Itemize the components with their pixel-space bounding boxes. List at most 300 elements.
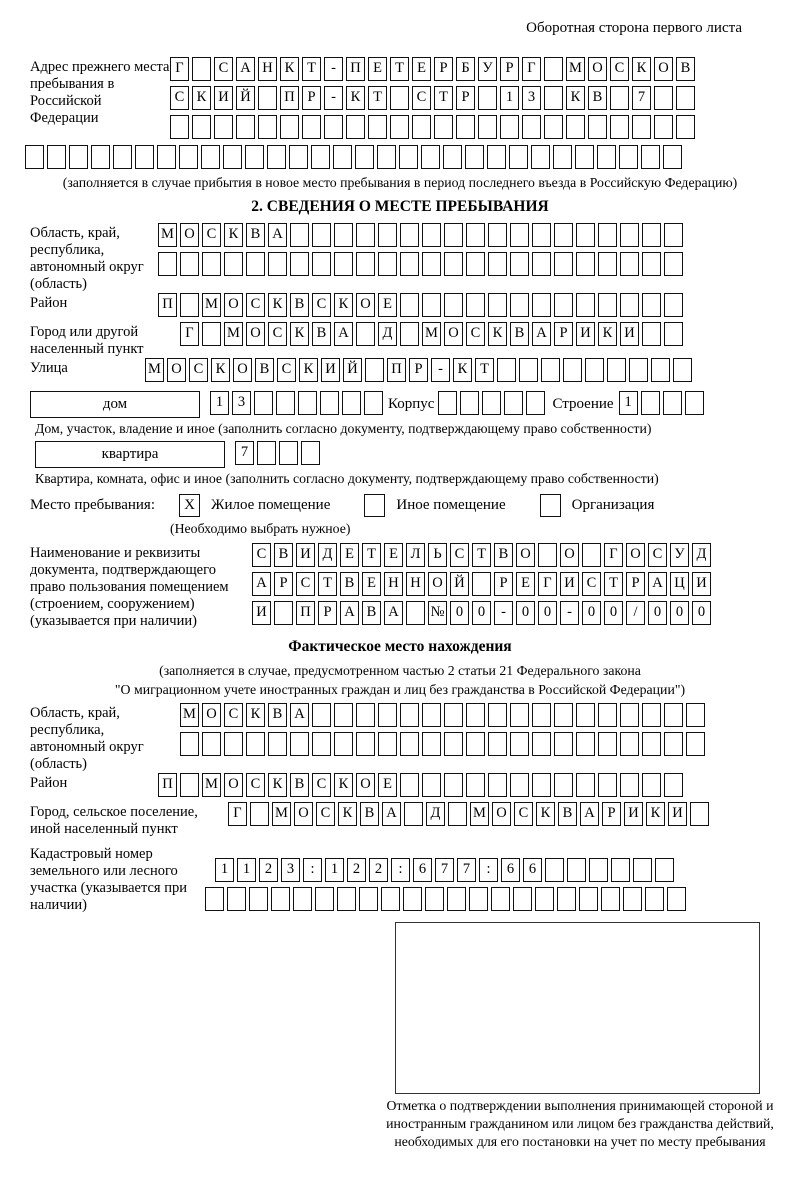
char-cell xyxy=(664,223,683,247)
char-cell xyxy=(554,252,573,276)
kadastr-label: Кадастровый номер земельного или лесного участка (указывается при наличии) xyxy=(30,846,187,913)
char-cell xyxy=(250,802,269,826)
char-cell: Й xyxy=(343,358,362,382)
char-cell xyxy=(280,115,299,139)
char-cell: Т xyxy=(475,358,494,382)
char-cell: О xyxy=(560,543,579,567)
char-cell xyxy=(180,293,199,317)
char-cell: К xyxy=(224,223,243,247)
page-header: Оборотная сторона первого листа xyxy=(526,20,742,36)
char-cell: Е xyxy=(384,543,403,567)
char-cell: М xyxy=(470,802,489,826)
char-cell: Е xyxy=(378,293,397,317)
char-cell xyxy=(654,115,673,139)
char-cell xyxy=(510,773,529,797)
char-cell: : xyxy=(391,858,410,882)
char-cell: С xyxy=(170,86,189,110)
char-cell xyxy=(554,223,573,247)
char-cell xyxy=(342,391,361,415)
char-cell xyxy=(607,358,626,382)
char-cell: О xyxy=(588,57,607,81)
char-cell: В xyxy=(510,322,529,346)
char-cell: 0 xyxy=(516,601,535,625)
char-cell xyxy=(377,145,396,169)
char-cell: : xyxy=(479,858,498,882)
char-cell: С xyxy=(610,57,629,81)
char-cell xyxy=(554,732,573,756)
char-cell: Р xyxy=(602,802,621,826)
char-cell xyxy=(312,252,331,276)
char-cell xyxy=(192,115,211,139)
kadastr-row-2 xyxy=(205,887,689,913)
char-cell xyxy=(400,703,419,727)
option-inoe-label: Иное помещение xyxy=(396,497,506,513)
char-cell: 2 xyxy=(347,858,366,882)
char-cell xyxy=(320,391,339,415)
char-cell: 1 xyxy=(210,391,229,415)
raion-label: Район xyxy=(30,295,68,311)
char-cell xyxy=(257,441,276,465)
char-cell: - xyxy=(324,86,343,110)
char-cell xyxy=(488,732,507,756)
char-cell xyxy=(482,391,501,415)
char-cell xyxy=(180,252,199,276)
char-cell xyxy=(532,223,551,247)
char-cell xyxy=(205,887,224,911)
char-cell: 2 xyxy=(369,858,388,882)
char-cell xyxy=(202,252,221,276)
char-cell xyxy=(642,223,661,247)
char-cell xyxy=(356,322,375,346)
char-cell: С xyxy=(582,572,601,596)
char-cell: К xyxy=(280,57,299,81)
char-cell xyxy=(642,293,661,317)
char-cell xyxy=(690,802,709,826)
char-cell: Г xyxy=(522,57,541,81)
char-cell: С xyxy=(412,86,431,110)
char-cell: К xyxy=(536,802,555,826)
char-cell xyxy=(610,86,629,110)
fact-raion-label: Район xyxy=(30,775,68,791)
dom-box: дом xyxy=(30,391,200,418)
char-cell: О xyxy=(444,322,463,346)
char-cell xyxy=(641,145,660,169)
char-cell xyxy=(223,145,242,169)
char-cell: О xyxy=(233,358,252,382)
char-cell xyxy=(214,115,233,139)
char-cell: К xyxy=(246,703,265,727)
char-cell xyxy=(246,252,265,276)
char-cell xyxy=(620,293,639,317)
char-cell xyxy=(301,441,320,465)
char-cell xyxy=(355,145,374,169)
char-cell xyxy=(513,887,532,911)
char-cell xyxy=(158,252,177,276)
char-cell xyxy=(642,732,661,756)
char-cell: О xyxy=(246,322,265,346)
char-cell xyxy=(334,703,353,727)
char-cell xyxy=(400,322,419,346)
char-cell xyxy=(576,773,595,797)
char-cell: Т xyxy=(318,572,337,596)
char-cell: М xyxy=(202,773,221,797)
char-cell: П xyxy=(387,358,406,382)
document-row-2 xyxy=(252,572,714,598)
fact-title: Фактическое место нахождения xyxy=(288,638,512,655)
char-cell: 0 xyxy=(582,601,601,625)
char-cell xyxy=(544,115,563,139)
char-cell: В xyxy=(246,223,265,247)
char-cell: О xyxy=(180,223,199,247)
char-cell xyxy=(642,252,661,276)
char-cell xyxy=(356,703,375,727)
char-cell xyxy=(422,252,441,276)
char-cell: : xyxy=(303,858,322,882)
char-cell xyxy=(651,358,670,382)
char-cell xyxy=(434,115,453,139)
char-cell: О xyxy=(428,572,447,596)
char-cell: А xyxy=(384,601,403,625)
char-cell: М xyxy=(180,703,199,727)
char-cell: П xyxy=(280,86,299,110)
char-cell: А xyxy=(236,57,255,81)
char-cell xyxy=(663,391,682,415)
char-cell: К xyxy=(290,322,309,346)
char-cell: У xyxy=(478,57,497,81)
char-cell xyxy=(532,732,551,756)
char-cell xyxy=(399,145,418,169)
prev-address-row-2 xyxy=(170,86,698,112)
char-cell: 0 xyxy=(692,601,711,625)
char-cell: С xyxy=(202,223,221,247)
char-cell xyxy=(497,358,516,382)
mesto-prebyvaniya-row xyxy=(30,493,770,518)
char-cell: В xyxy=(494,543,513,567)
char-cell xyxy=(620,773,639,797)
char-cell xyxy=(588,115,607,139)
char-cell: Т xyxy=(390,57,409,81)
char-cell xyxy=(390,86,409,110)
char-cell xyxy=(258,115,277,139)
char-cell xyxy=(554,773,573,797)
char-cell xyxy=(488,223,507,247)
char-cell xyxy=(135,145,154,169)
char-cell xyxy=(157,145,176,169)
char-cell: Б xyxy=(456,57,475,81)
char-cell: К xyxy=(299,358,318,382)
char-cell xyxy=(598,293,617,317)
char-cell: И xyxy=(252,601,271,625)
char-cell xyxy=(466,732,485,756)
char-cell: 3 xyxy=(281,858,300,882)
char-cell xyxy=(576,252,595,276)
char-cell xyxy=(598,223,617,247)
char-cell xyxy=(576,223,595,247)
char-cell xyxy=(472,572,491,596)
char-cell: С xyxy=(450,543,469,567)
char-cell xyxy=(192,57,211,81)
char-cell: С xyxy=(316,802,335,826)
char-cell xyxy=(356,732,375,756)
char-cell: К xyxy=(268,293,287,317)
char-cell xyxy=(664,293,683,317)
char-cell xyxy=(557,887,576,911)
kvartira-box: квартира xyxy=(35,441,225,468)
char-cell: 7 xyxy=(632,86,651,110)
char-cell xyxy=(254,391,273,415)
char-cell: 7 xyxy=(435,858,454,882)
char-cell xyxy=(47,145,66,169)
char-cell xyxy=(610,115,629,139)
char-cell: Т xyxy=(368,86,387,110)
gorod-row xyxy=(180,322,686,348)
char-cell: Т xyxy=(434,86,453,110)
char-cell xyxy=(538,543,557,567)
char-cell: Р xyxy=(302,86,321,110)
option-organizatsiya-label: Организация xyxy=(571,497,655,513)
char-cell: А xyxy=(340,601,359,625)
char-cell xyxy=(488,293,507,317)
kvartira-cells xyxy=(235,441,323,467)
char-cell xyxy=(443,145,462,169)
char-cell xyxy=(645,887,664,911)
char-cell xyxy=(686,732,705,756)
char-cell xyxy=(620,223,639,247)
char-cell: Й xyxy=(450,572,469,596)
char-cell: О xyxy=(492,802,511,826)
stamp-note: Отметка о подтверждении выполнения принимающей стороной и иностранным гражданином или лицом без гражданства действий, необходимых для его постановки на учет по месту пребывания xyxy=(386,1098,774,1149)
char-cell: Л xyxy=(406,543,425,567)
char-cell xyxy=(290,252,309,276)
char-cell xyxy=(466,773,485,797)
char-cell xyxy=(180,773,199,797)
prev-address-label: Адрес прежнего места пребывания в Российской Федерации xyxy=(30,59,170,126)
char-cell: П xyxy=(158,293,177,317)
char-cell: Р xyxy=(318,601,337,625)
dom-number-cells xyxy=(210,391,386,417)
korpus-label: Корпус xyxy=(388,396,435,412)
char-cell: С xyxy=(268,322,287,346)
char-cell xyxy=(412,115,431,139)
char-cell xyxy=(448,802,467,826)
char-cell: Р xyxy=(274,572,293,596)
char-cell xyxy=(633,858,652,882)
char-cell: С xyxy=(296,572,315,596)
char-cell: О xyxy=(356,773,375,797)
char-cell xyxy=(312,223,331,247)
char-cell xyxy=(444,252,463,276)
char-cell xyxy=(180,732,199,756)
char-cell: О xyxy=(224,293,243,317)
prev-address-row-3 xyxy=(170,115,698,141)
field-fact-raion xyxy=(30,773,770,802)
char-cell xyxy=(201,145,220,169)
char-cell: А xyxy=(252,572,271,596)
char-cell xyxy=(576,293,595,317)
char-cell xyxy=(563,358,582,382)
char-cell xyxy=(466,223,485,247)
checkbox-zhiloe: X xyxy=(179,494,200,517)
char-cell: Т xyxy=(604,572,623,596)
char-cell: № xyxy=(428,601,447,625)
char-cell xyxy=(629,358,648,382)
char-cell xyxy=(334,252,353,276)
char-cell xyxy=(544,86,563,110)
char-cell xyxy=(400,773,419,797)
char-cell xyxy=(170,115,189,139)
char-cell: Е xyxy=(362,572,381,596)
char-cell xyxy=(526,391,545,415)
char-cell xyxy=(324,115,343,139)
char-cell: К xyxy=(453,358,472,382)
char-cell xyxy=(249,887,268,911)
char-cell xyxy=(620,252,639,276)
char-cell xyxy=(91,145,110,169)
char-cell xyxy=(333,145,352,169)
char-cell xyxy=(444,773,463,797)
char-cell: 0 xyxy=(450,601,469,625)
char-cell xyxy=(510,252,529,276)
char-cell xyxy=(664,773,683,797)
char-cell xyxy=(532,252,551,276)
char-cell: И xyxy=(560,572,579,596)
char-cell: В xyxy=(312,322,331,346)
char-cell: И xyxy=(321,358,340,382)
char-cell: С xyxy=(224,703,243,727)
char-cell xyxy=(400,732,419,756)
char-cell xyxy=(290,223,309,247)
char-cell xyxy=(400,223,419,247)
char-cell xyxy=(519,358,538,382)
gorod-label: Город или другой населенный пункт xyxy=(30,324,144,357)
char-cell xyxy=(271,887,290,911)
fact-oblast-row-2 xyxy=(180,732,708,758)
char-cell: Р xyxy=(554,322,573,346)
field-gorod xyxy=(30,322,770,358)
char-cell xyxy=(509,145,528,169)
char-cell: 0 xyxy=(648,601,667,625)
char-cell: О xyxy=(654,57,673,81)
char-cell: И xyxy=(214,86,233,110)
stamp-area xyxy=(395,922,760,1094)
char-cell: М xyxy=(566,57,585,81)
char-cell xyxy=(246,732,265,756)
char-cell xyxy=(632,115,651,139)
char-cell xyxy=(274,601,293,625)
char-cell: Р xyxy=(626,572,645,596)
char-cell xyxy=(488,703,507,727)
mesto-note: (Необходимо выбрать нужное) xyxy=(170,521,351,536)
char-cell xyxy=(504,391,523,415)
fact-oblast-row-1 xyxy=(180,703,708,729)
char-cell: К xyxy=(346,86,365,110)
char-cell: К xyxy=(632,57,651,81)
char-cell xyxy=(422,732,441,756)
char-cell xyxy=(598,703,617,727)
char-cell xyxy=(585,358,604,382)
char-cell: Р xyxy=(500,57,519,81)
char-cell: 1 xyxy=(237,858,256,882)
char-cell xyxy=(400,252,419,276)
char-cell xyxy=(236,115,255,139)
char-cell xyxy=(654,86,673,110)
char-cell: Е xyxy=(378,773,397,797)
char-cell xyxy=(202,322,221,346)
char-cell: 0 xyxy=(538,601,557,625)
char-cell: 6 xyxy=(413,858,432,882)
fact-oblast-label: Область, край, республика, автономный округ (область) xyxy=(30,705,144,772)
char-cell xyxy=(378,732,397,756)
char-cell: Т xyxy=(362,543,381,567)
char-cell xyxy=(598,773,617,797)
char-cell: 7 xyxy=(235,441,254,465)
char-cell xyxy=(667,887,686,911)
char-cell: К xyxy=(598,322,617,346)
char-cell: П xyxy=(296,601,315,625)
char-cell: К xyxy=(334,773,353,797)
char-cell: К xyxy=(192,86,211,110)
fact-raion-row xyxy=(158,773,686,799)
fact-note-2: "О миграционном учете иностранных граждан и лиц без гражданства в Российской Федерации") xyxy=(114,682,686,697)
char-cell: Н xyxy=(384,572,403,596)
char-cell xyxy=(576,732,595,756)
char-cell: К xyxy=(334,293,353,317)
char-cell xyxy=(365,358,384,382)
stroenie-label: Строение xyxy=(552,396,614,412)
char-cell: - xyxy=(324,57,343,81)
char-cell xyxy=(510,293,529,317)
char-cell: Г xyxy=(538,572,557,596)
oblast-row-2 xyxy=(158,252,686,278)
char-cell: П xyxy=(158,773,177,797)
char-cell: Д xyxy=(378,322,397,346)
char-cell: Г xyxy=(170,57,189,81)
char-cell: Т xyxy=(472,543,491,567)
char-cell xyxy=(642,773,661,797)
char-cell: Р xyxy=(494,572,513,596)
char-cell xyxy=(346,115,365,139)
char-cell xyxy=(488,252,507,276)
char-cell xyxy=(279,441,298,465)
section2-title: 2. СВЕДЕНИЯ О МЕСТЕ ПРЕБЫВАНИЯ xyxy=(251,198,549,215)
char-cell xyxy=(202,732,221,756)
char-cell xyxy=(289,145,308,169)
char-cell: В xyxy=(274,543,293,567)
char-cell: К xyxy=(211,358,230,382)
char-cell: В xyxy=(558,802,577,826)
field-oblast xyxy=(30,223,770,293)
char-cell xyxy=(400,293,419,317)
char-cell: К xyxy=(566,86,585,110)
char-cell xyxy=(510,223,529,247)
char-cell xyxy=(302,115,321,139)
char-cell xyxy=(293,887,312,911)
char-cell: И xyxy=(692,572,711,596)
checkbox-organizatsiya xyxy=(540,494,561,517)
char-cell: И xyxy=(620,322,639,346)
ulitsa-row xyxy=(145,358,695,384)
char-cell: И xyxy=(668,802,687,826)
char-cell: Е xyxy=(412,57,431,81)
char-cell: О xyxy=(516,543,535,567)
char-cell: 1 xyxy=(215,858,234,882)
char-cell xyxy=(664,703,683,727)
char-cell xyxy=(589,858,608,882)
char-cell xyxy=(224,732,243,756)
char-cell xyxy=(438,391,457,415)
char-cell: 6 xyxy=(501,858,520,882)
char-cell xyxy=(403,887,422,911)
